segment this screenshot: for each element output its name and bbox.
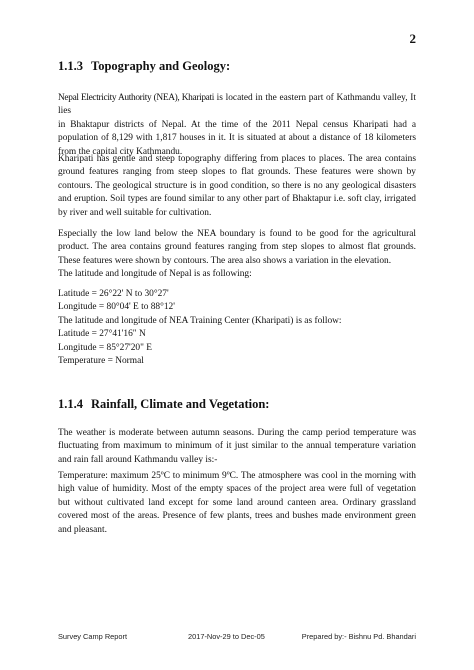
section-title: Rainfall, Climate and Vegetation: [91, 397, 270, 411]
section-number: 1.1.3 [58, 59, 83, 73]
text-line: product. The area contains ground features ranging from step slopes to almost flat grounds. [58, 242, 416, 253]
text-line: and eruption. Soil types are found similar to any other part of Bhaktapur i.e. soft clay, irrigated [58, 194, 416, 205]
text-line: The weather is moderate between autumn seasons. During the camp period temperature was [58, 428, 416, 438]
nepal-longitude: Longitude = 80°04' E to 88°12' [58, 302, 175, 313]
paragraph-vegetation [58, 470, 416, 537]
text-line: Kharipati has gentle and steep topography differing from places to places. The area contains [58, 154, 416, 164]
text-line: high value of humidity. Most of the empty spaces of the project area were full of vegetation [58, 484, 416, 495]
temperature-line: Temperature = Normal [58, 356, 144, 367]
footer-report-title: Survey Camp Report [58, 632, 128, 641]
text-line: by river and well suitable for cultivation. [58, 207, 212, 218]
paragraph-location [58, 92, 416, 159]
text-line [58, 92, 416, 119]
section-heading-topography [58, 59, 230, 74]
text-line: ground features ranging from steep slopes to flat grounds. These features were shown by [58, 167, 416, 178]
text-line: Temperature: maximum 25ºC to minimum 9ºC. The atmosphere was cool in the morning with [58, 471, 416, 481]
text-line: The latitude and longitude of NEA Training Center (Kharipati) is as follow: [58, 315, 342, 326]
text-fragment: is located in the eastern part of Kathmandu valley, It lies [58, 93, 416, 117]
text-line: fluctuating from maximum to minimum of it just similar to the annual temperature variation [58, 441, 416, 452]
section-title: Topography and Geology: [91, 59, 231, 73]
paragraph-agriculture [58, 228, 416, 282]
coordinates-block [58, 288, 416, 368]
kharipati-longitude: Longitude = 85°27'20" E [58, 342, 152, 353]
page-number: 2 [409, 31, 416, 46]
text-line: from the capital city Kathmandu. [58, 146, 183, 157]
kharipati-latitude: Latitude = 27°41'16" N [58, 329, 146, 340]
paragraph-weather [58, 427, 416, 467]
footer-date-range: 2017-Nov-29 to Dec-05 [188, 632, 265, 641]
paragraph-topography [58, 153, 416, 220]
section-heading-rainfall [58, 397, 269, 412]
text-line: contours. The geological structure is in good condition, so there is no any geological disasters [58, 180, 416, 191]
text-line: Especially the low land below the NEA boundary is found to be good for the agricultural [58, 229, 416, 239]
authority-name: Nepal Electricity Authority (NEA), Kharipati [58, 93, 214, 103]
text-line: but without cultivated land except for some land around canteen area. Ordinary grassland [58, 497, 416, 508]
text-line: and rain fall around Kathmandu valley is:- [58, 454, 218, 465]
nepal-latitude: Latitude = 26°22' N to 30°27' [58, 289, 169, 299]
text-line: in Bhaktapur districts of Nepal. At the time of the 2011 Nepal census Kharipati had a [58, 119, 416, 130]
text-line: covered most of the areas. Presence of few plants, trees and bushes made environment green [58, 511, 416, 522]
footer-author: Prepared by:- Bishnu Pd. Bhandari [301, 632, 416, 641]
text-line: and pleasant. [58, 524, 107, 535]
text-line: population of 8,129 with 1,817 houses in it. It is situated at about a distance of 18 kilometers [58, 133, 416, 144]
text-line: These features were shown by contours. The area also shows a variation in the elevation. [58, 255, 392, 266]
section-number: 1.1.4 [58, 397, 83, 411]
text-line: The latitude and longitude of Nepal is as following: [58, 269, 252, 280]
